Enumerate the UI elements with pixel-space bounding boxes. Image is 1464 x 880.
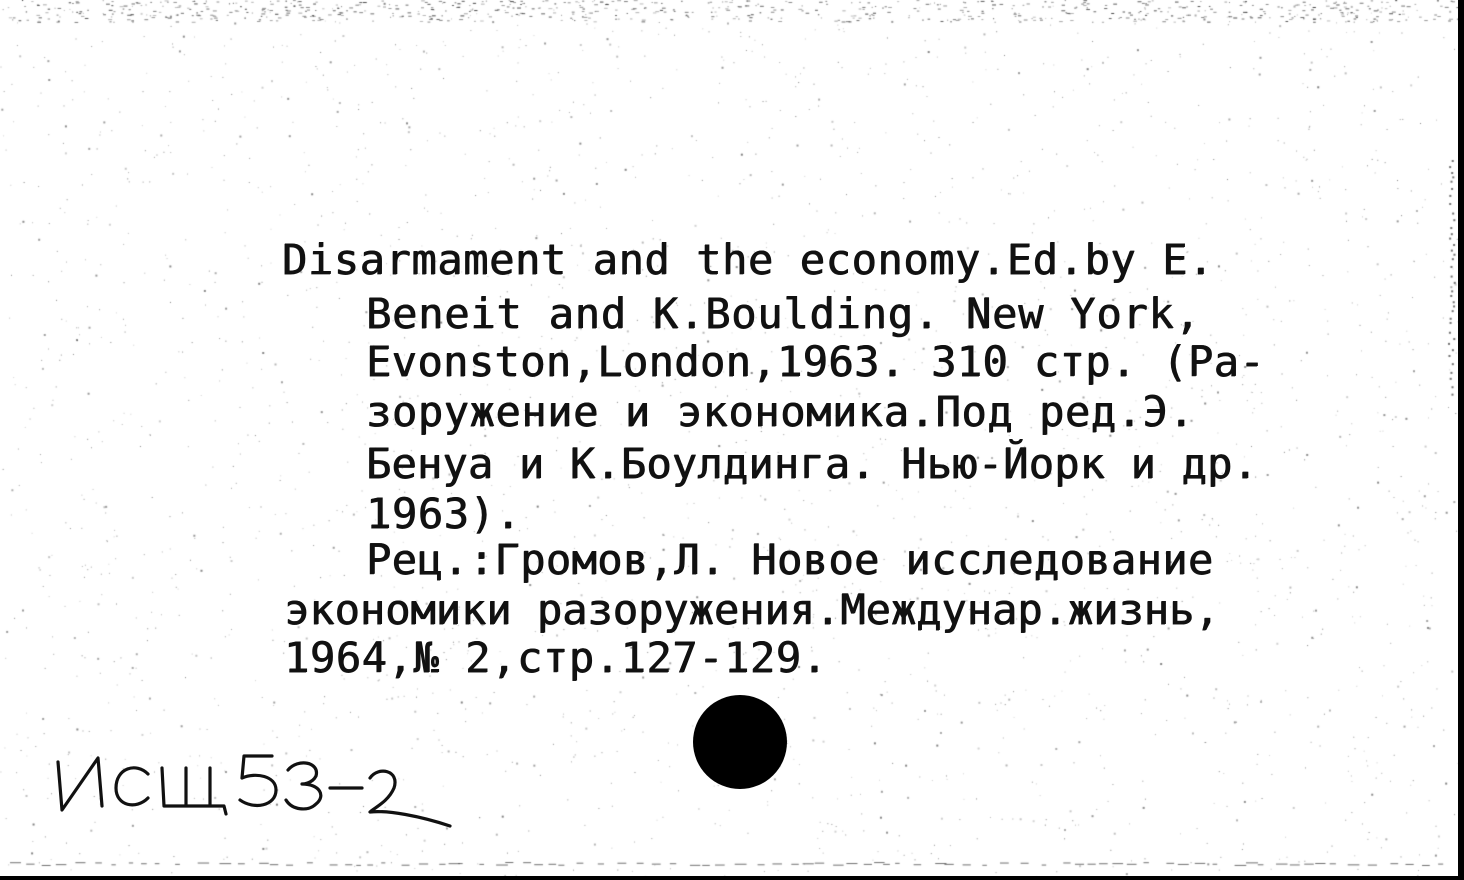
entry-line-3: Evonston,London,1963. 310 стр. (Ра- [366,337,1266,386]
entry-line-7: Рец.:Громов,Л. Новое исследование [366,535,1214,584]
entry-line-4: зоружение и экономика.Под ред.Э. [366,387,1195,436]
entry-line-1: Disarmament and the economy.Ed.by E. [282,235,1214,284]
punch-hole [693,695,787,789]
entry-line-2: Beneit and K.Boulding. New York, [366,289,1201,338]
card-edge-bottom [0,876,1464,880]
handwritten-shelfmark-drawing [40,740,470,840]
card-edge-right [1458,0,1464,880]
entry-line-6: 1963). [366,489,522,538]
entry-line-9: 1964,№ 2,стр.127-129. [284,633,828,682]
entry-line-5: Бенуа и К.Боулдинга. Нью-Йорк и др. [366,439,1259,488]
entry-line-8: экономики разоружения.Междунар.жизнь, [284,585,1220,634]
